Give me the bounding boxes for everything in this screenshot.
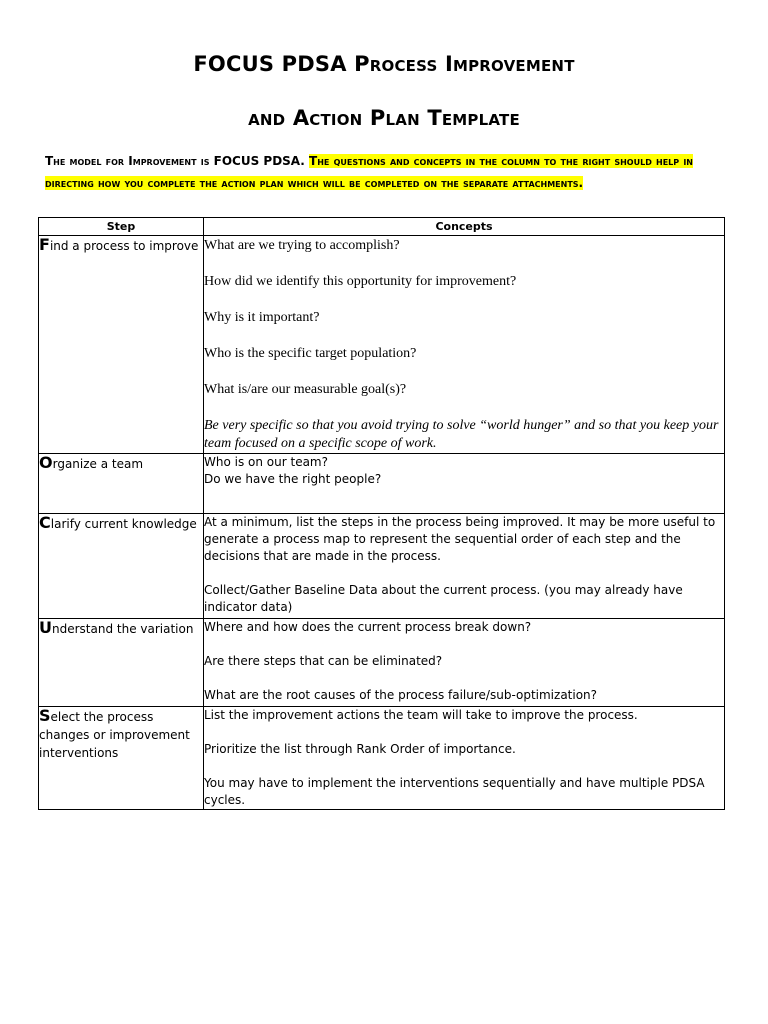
- step-organize: [39, 454, 204, 514]
- step-rest: ind a process to improve: [49, 239, 199, 253]
- concept-item: How did we identify this opportunity for improvement?: [204, 274, 517, 289]
- intro-plain-text: The model for Improvement is FOCUS PDSA.: [45, 154, 310, 168]
- table-row-clarify: [39, 514, 725, 619]
- intro-paragraph: [45, 150, 700, 194]
- table-row-select: [39, 707, 725, 810]
- concepts-organize: [204, 454, 725, 514]
- table-row-find: [39, 236, 725, 454]
- concept-item: What are the root causes of the process failure/sub-optimization?: [204, 688, 598, 702]
- concept-item: Why is it important?: [204, 310, 320, 325]
- concept-item: Who is on our team?: [204, 455, 328, 469]
- step-letter: O: [39, 453, 53, 472]
- step-letter: U: [39, 618, 52, 637]
- concept-item: You may have to implement the interventions sequentially and have multiple PDSA cycles.: [204, 776, 705, 807]
- step-letter: F: [39, 235, 50, 254]
- concept-item: Where and how does the current process break down?: [204, 620, 532, 634]
- document-title-line1: FOCUS PDSA Process Improvement: [193, 52, 575, 76]
- table-row-understand: [39, 619, 725, 707]
- table-row-organize: [39, 454, 725, 514]
- intro-highlighted-text: The questions and concepts in the column to the right should help in directing how you complete the action plan which will be completed on the separate attachments.: [45, 154, 693, 190]
- concept-item: What are we trying to accomplish?: [204, 238, 400, 253]
- document-title-line2: and Action Plan Template: [248, 106, 520, 130]
- concepts-understand: [204, 619, 725, 707]
- concepts-select: [204, 707, 725, 810]
- concepts-clarify: [204, 514, 725, 619]
- concept-item: Collect/Gather Baseline Data about the current process. (you may already have indicator data): [204, 583, 683, 614]
- concept-item: Prioritize the list through Rank Order of importance.: [204, 742, 516, 756]
- step-rest: nderstand the variation: [52, 622, 194, 636]
- step-rest: elect the process changes or improvement interventions: [39, 710, 190, 760]
- concept-item: What is/are our measurable goal(s)?: [204, 382, 407, 397]
- concept-item: At a minimum, list the steps in the process being improved. It may be more useful to generate a process map to represent the sequential order of each step and the decisions that are made in the process.: [204, 515, 716, 563]
- concept-item: Are there steps that can be eliminated?: [204, 654, 443, 668]
- concept-item: List the improvement actions the team will take to improve the process.: [204, 708, 638, 722]
- step-letter: C: [39, 513, 51, 532]
- step-understand: [39, 619, 204, 707]
- step-rest: larify current knowledge: [50, 517, 197, 531]
- step-select: [39, 707, 204, 810]
- step-rest: rganize a team: [52, 457, 144, 471]
- step-clarify: [39, 514, 204, 619]
- concept-item: Who is the specific target population?: [204, 346, 417, 361]
- concepts-find: [204, 236, 725, 454]
- concept-item: Be very specific so that you avoid trying to solve “world hunger” and so that you keep your team focused on a specific scope of work.: [204, 418, 719, 451]
- step-find: [39, 236, 204, 454]
- concept-item: Do we have the right people?: [204, 472, 382, 486]
- header-concepts: Concepts: [204, 218, 725, 236]
- table-header-row: [39, 218, 725, 236]
- header-step: Step: [39, 218, 204, 236]
- focus-pdsa-table: [38, 217, 725, 810]
- step-letter: S: [39, 706, 51, 725]
